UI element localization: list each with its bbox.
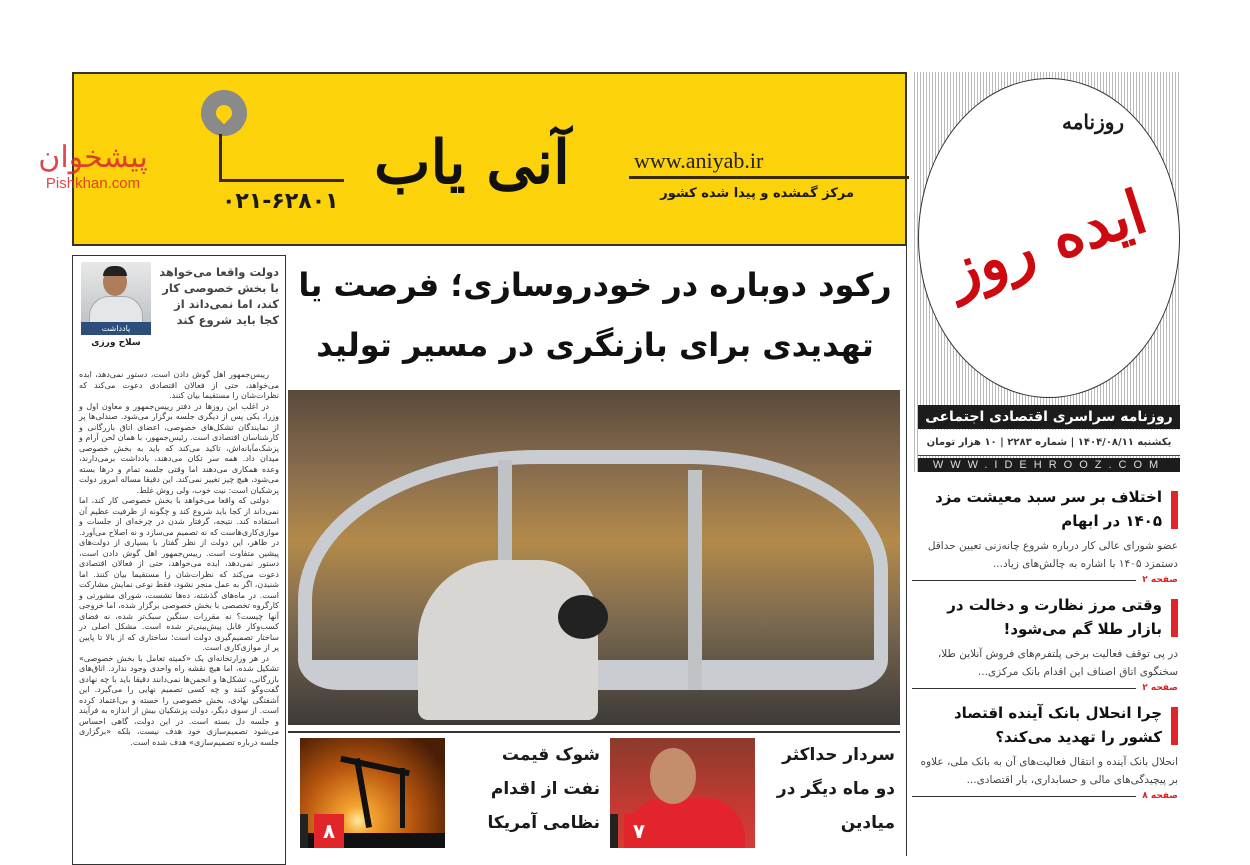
watermark-fa: پیشخوان [38,140,148,175]
car-factory-photo [288,390,900,725]
column-paragraph: دولتی که واقعا می‌خواهد با بخش خصوصی کار کند، اما نمی‌داند از کجا باید شروع کند و چگونه از ظرفیت عظیم آن استفاده کند. نتیجه، گرفتار شدن در چرخه‌ای از جلسات و موازی‌کاری‌هاست که نه تصمیم می‌سازد و نه اصلاح می‌آورد. در ظاهر، این دولت از نظر گفتار با بسیاری از دولت‌های پیشین متفاوت است. رییس‌جمهور اهل گوش دادن است، دستور نمی‌دهد، ایده می‌خواهد، حتی از فعالان اقتصادی دعوت می‌کند که نظرات‌شان را مستقیما بیان کنند. اما شنیدن، اگر به عمل منجر نشود، فقط نوعی نمایش مشارکت است. در ماه‌های گذشته، ده‌ها نشست، شورای مشورتی و کارگروه تخصصی با بخش خصوصی برگزار شده، اما خروجی آنها چیست؟ نه مقررات سنگین سبک‌تر شده، نه فضای کسب‌وکار قابل پیش‌بینی‌تر شده است. مشکل اصلی در ساختار تصمیم‌گیری دولت است؛ ساختاری که از بالا تا پایین پر از موازی‌کاری است. [79,496,279,652]
ad-title: آنی یاب [374,128,570,198]
page-bar [300,814,308,848]
ad-url[interactable]: www.aniyab.ir [634,148,764,173]
column-title[interactable]: دولت واقعا می‌خواهد با بخش خصوصی کار کند، اما نمی‌داند از کجا باید شروع کند [159,265,279,327]
news-page: صفحه ۲ [1142,683,1178,693]
column-paragraph: رییس‌جمهور اهل گوش دادن است، دستور نمی‌دهد، ایده می‌خواهد، حتی از فعالان اقتصادی دعوت می‌کند که نظرات‌شان را مستقیما بیان کنند. [79,370,279,400]
news-desc: عضو شورای عالی کار درباره شروع چانه‌زنی تعیین حداقل دستمزد ۱۴۰۵ با اشاره به چالش‌های زیاد... [927,540,1178,570]
column-paragraph: در هر وزارتخانه‌ای یک «کمیته تعامل با بخش خصوصی» تشکیل شده، اما هیچ نقشه راه واحدی وجود ندارد. اتاق‌های بازرگانی، تشکل‌ها و انجمن‌ها نمی‌دانند دقیقا باید با چه نهادی گفت‌وگو کنند و چه کسی تصمیم نهایی را می‌گیرد. این آشفتگی نهادی، بخش خصوصی را خسته و بی‌اعتماد کرده است. از سوی دیگر، دولت پزشکیان بیش از اندازه به فرآیند و جلسه دل بسته است. در این دولت، گاهی احساس می‌شود تصمیم‌سازی خود هدف نیست، بلکه «برگزاری جلسه درباره تصمیم‌سازی» هدف شده است. [79,653,279,747]
column-body [79,370,279,748]
main-headline[interactable]: رکود دوباره در خودروسازی؛ فرصت یا تهدیدی برای بازنگری در مسیر تولید [298,266,892,364]
watermark-en: Pishkhan.com [45,175,141,192]
news-desc: در پی توقف فعالیت برخی پلتفرم‌های فروش آنلاین طلا، سخنگوی اتاق اصناف این اقدام بانک مرکزی... [937,648,1178,678]
story-title: شوک قیمت نفت از اقدام نظامی آمریکا [487,745,600,833]
page-bar [610,814,618,848]
car-pillar [688,470,702,690]
section-divider [288,731,900,733]
column-label: یادداشت [81,322,151,335]
news-item[interactable] [912,485,1180,585]
ad-phone: ۰۲۱-۶۲۸۰۱ [222,189,339,214]
ad-divider [629,176,909,179]
author-photo [81,262,151,324]
dateline: یکشنبه ۱۴۰۴/۰۸/۱۱ | شماره ۲۲۸۳ | ۱۰ هزار تومان [918,430,1180,456]
opinion-column [72,255,286,865]
news-sidebar [912,485,1180,809]
news-page: صفحه ۸ [1142,791,1178,801]
ad-divider [219,179,344,182]
page-number: ۷ [624,814,654,848]
story-oil[interactable] [300,738,600,850]
news-item[interactable] [912,701,1180,801]
column-author: سلاح ورزی [91,338,141,348]
news-desc: انحلال بانک آینده و انتقال فعالیت‌های آن به بانک ملی، علاوه بر پیچیدگی‌های مالی و حسابداری، بار اقتصادی... [920,756,1178,786]
news-item[interactable] [912,593,1180,693]
story-football[interactable] [610,738,895,850]
masthead [912,72,1180,472]
news-title: اختلاف بر سر سبد معیشت مزد ۱۴۰۵ در ابهام [912,485,1178,533]
news-title: چرا انحلال بانک آینده اقتصاد کشور را تهدید می‌کند؟ [912,701,1178,749]
worker [418,560,598,720]
story-title: سردار حداکثر دو ماه دیگر در میادین [776,745,895,833]
pishkhan-watermark [28,140,158,192]
website[interactable]: WWW.IDEHROOZ.COM [918,458,1180,472]
worker-helmet [558,595,608,639]
news-page: صفحه ۲ [1142,575,1178,585]
aniyab-advertisement[interactable] [72,72,907,246]
tagline: روزنامه سراسری اقتصادی اجتماعی [918,405,1180,429]
ad-subtitle: مرکز گمشده و پیدا شده کشور [660,186,854,201]
news-title: وقتی مرز نظارت و دخالت در بازار طلا گم می‌شود! [912,593,1178,641]
newspaper-logo: ایده روز [939,177,1155,307]
page-number: ۸ [314,814,344,848]
column-paragraph: در اغلب این روزها در دفتر رییس‌جمهور و معاون اول و وزرا، یکی پس از دیگری جلسه برگزار می‌شود. صندلی‌ها پر از نمایندگان تشکل‌های خصوصی، اعضای اتاق بازرگانی و کارشناسان اقتصادی است. رئیس‌جمهور، با همان لحن آرام و پزشک‌مآبانه‌اش، تاکید می‌کند که باید به بخش خصوصی میدان داد. همه سر تکان می‌دهند، یادداشت برمی‌دارند، وعده همکاری می‌دهند اما وقتی جلسه تمام و درها بسته می‌شود، هیچ چیز تغییر نمی‌کند. این دقیقا مساله امروز دولت پزشکیان است: نیت خوب، ولی روش غلط. [79,401,279,495]
logo-prefix: روزنامه [1062,110,1125,134]
ad-divider [219,134,222,182]
column-rule [906,246,907,856]
location-pin-icon [201,90,247,136]
